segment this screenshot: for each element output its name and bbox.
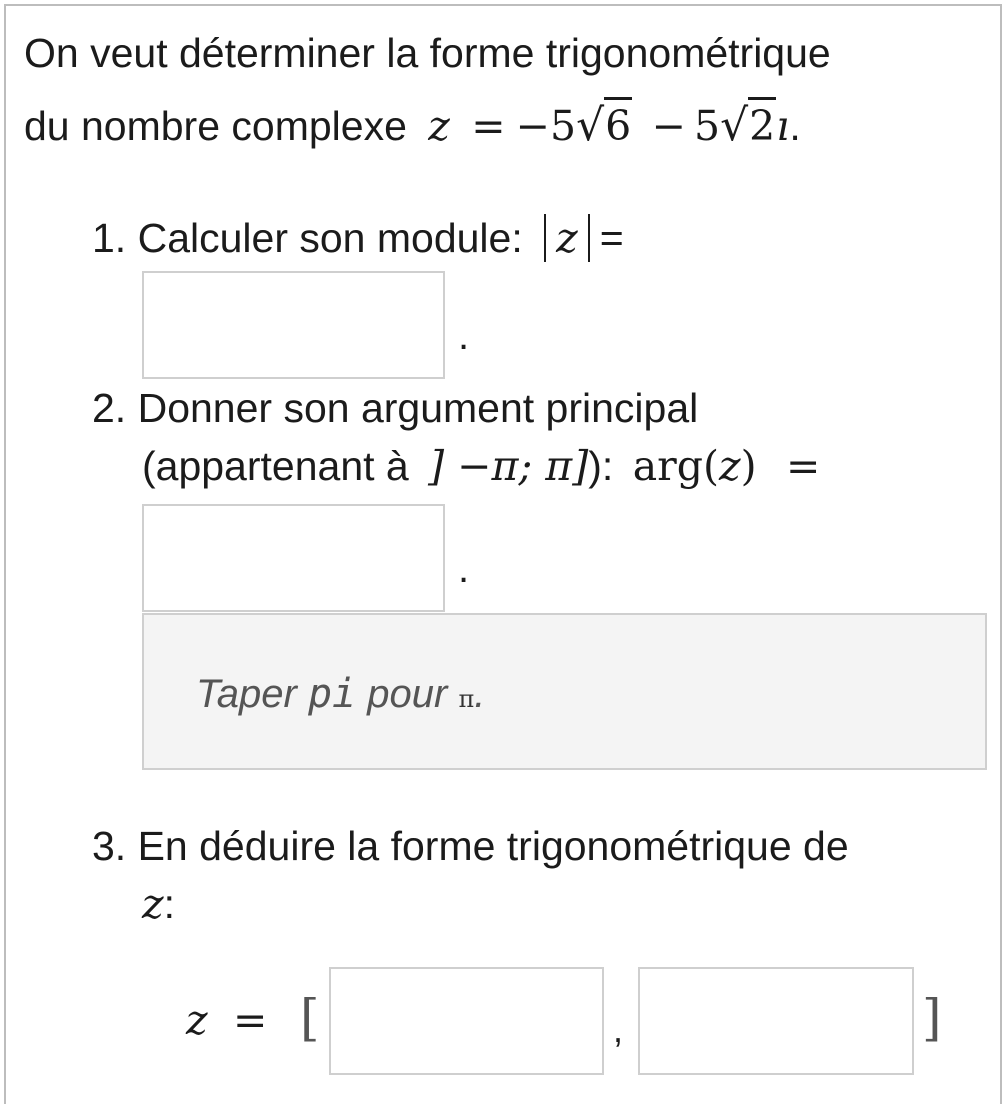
equals-sign: = — [471, 102, 506, 150]
radical-icon: √ — [576, 100, 605, 151]
q3-var-z: z — [142, 880, 164, 928]
radicand-2: 2 — [748, 97, 776, 150]
q3-colon: : — [163, 881, 176, 927]
intro-line-2 — [24, 100, 801, 151]
hint-prefix: Taper — [196, 672, 297, 716]
open-bracket: [ — [300, 989, 320, 1047]
argument-trig-input[interactable] — [638, 967, 914, 1075]
minus-sign: − — [515, 102, 551, 150]
q2-close: ): — [588, 443, 614, 489]
trig-form-formula — [186, 996, 268, 1044]
q3-z-line — [142, 880, 176, 928]
q1-var-z: z — [556, 214, 578, 262]
q1-equals: = — [599, 215, 624, 261]
modulus-input[interactable] — [142, 271, 445, 379]
q2-sub-label: (appartenant à — [142, 443, 409, 489]
hint-text — [196, 671, 485, 717]
imaginary-unit: ı — [776, 102, 790, 150]
sqrt-6 — [576, 100, 632, 151]
radicand-1: 6 — [604, 97, 632, 150]
close-bracket: ] — [922, 989, 942, 1047]
abs-bar-left — [544, 214, 546, 262]
q1-label: 1. Calculer son module: — [92, 215, 523, 261]
q1-period: . — [458, 314, 470, 358]
coefficient-2: 5 — [694, 102, 721, 150]
hint-code: pi — [307, 671, 357, 717]
hint-box — [142, 613, 987, 770]
modulus-trig-input[interactable] — [329, 967, 604, 1075]
pi-symbol: π — [458, 685, 475, 713]
formula-z: z — [186, 996, 208, 1044]
abs-bar-right — [588, 214, 590, 262]
open-paren: ( — [702, 442, 719, 490]
sqrt-2 — [720, 100, 776, 151]
q3-label: 3. En déduire la forme trigonométrique de — [92, 823, 849, 869]
hint-middle: pour — [367, 672, 448, 716]
q1-label-line — [92, 214, 624, 262]
formula-equals: = — [233, 996, 268, 1044]
q2-label: 2. Donner son argument principal — [92, 385, 699, 431]
arg-function: arg — [632, 442, 703, 490]
close-paren: ) — [740, 442, 757, 490]
var-z: z — [428, 102, 450, 150]
intro-line-1: On veut déterminer la forme trigonométrique — [24, 30, 831, 76]
argument-input[interactable] — [142, 504, 445, 612]
minus-sign-2: − — [651, 102, 687, 150]
radical-icon-2: √ — [720, 100, 749, 151]
intro-line-2-text: du nombre complexe — [24, 103, 407, 149]
q2-equals: = — [786, 442, 821, 490]
intro-period: . — [789, 103, 801, 149]
coefficient-1: 5 — [550, 102, 577, 150]
q2-subline — [142, 442, 821, 490]
q2-var-z: z — [718, 442, 741, 490]
hint-suffix: . — [474, 672, 486, 716]
interval: ] −π; π] — [428, 442, 589, 490]
q2-period: . — [458, 547, 470, 591]
comma: , — [613, 1009, 624, 1050]
